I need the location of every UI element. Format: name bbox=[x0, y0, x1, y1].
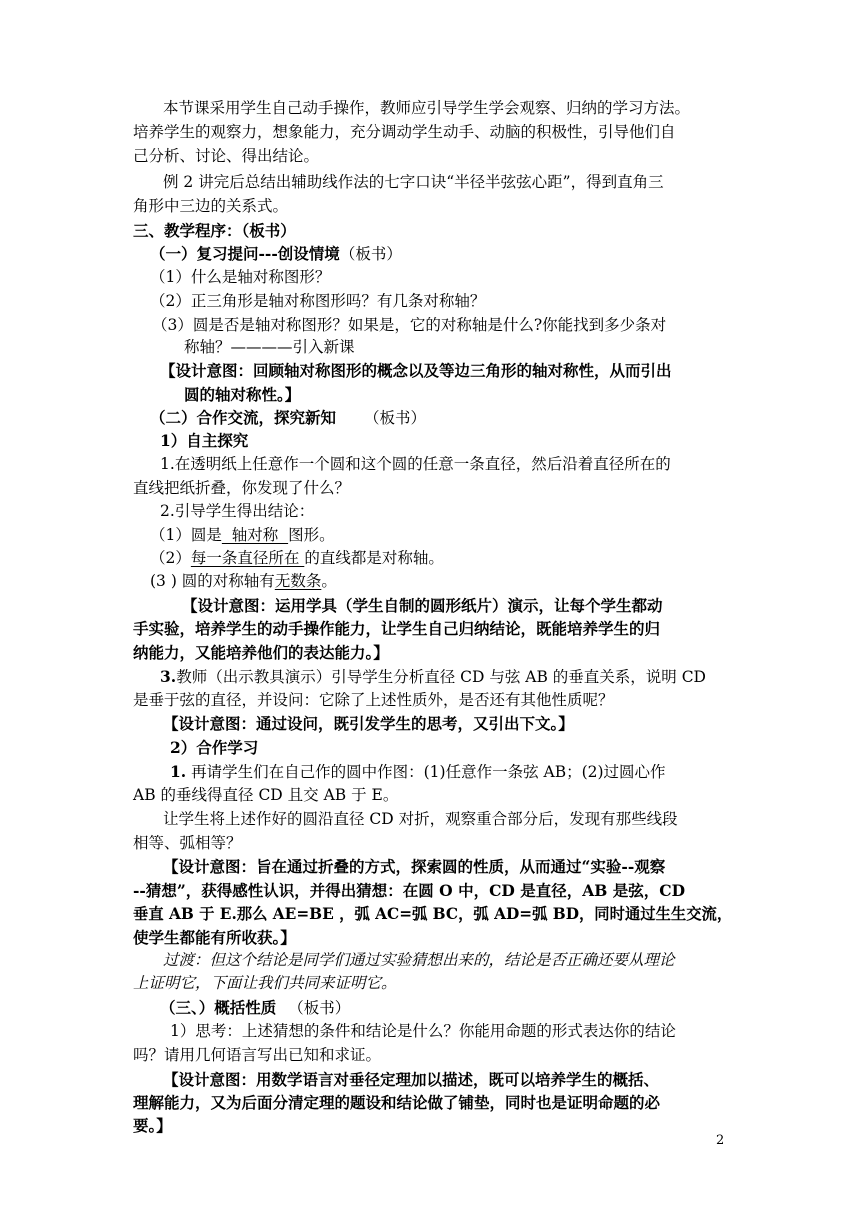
design-intent: 使学生都能有所收获。】 bbox=[133, 928, 296, 947]
conclusion-line bbox=[150, 547, 444, 570]
question-line: 称轴？————引入新课 bbox=[184, 338, 355, 356]
page-number: 2 bbox=[716, 1133, 725, 1148]
paragraph-line: 是垂于弦的直径，并设问：它除了上述性质外，是否还有其他性质呢？ bbox=[133, 691, 614, 709]
transition-text: 上证明它，下面让我们共同来证明它。 bbox=[133, 974, 397, 992]
board-note: （板书） bbox=[339, 245, 402, 263]
design-intent: 【设计意图：运用学具（学生自制的圆形纸片）演示，让每个学生都动 bbox=[182, 596, 663, 615]
paragraph-line: 1）思考：上述猜想的条件和结论是什么？你能用命题的形式表达你的结论 bbox=[170, 1022, 676, 1040]
conclusion-line bbox=[150, 570, 337, 593]
conclusion-text: 图形。 bbox=[288, 526, 335, 544]
filled-blank: 轴对称 bbox=[221, 526, 289, 544]
question-line: （2）正三角形是轴对称图形吗？有几条对称轴？ bbox=[150, 292, 486, 310]
board-note: （板书） bbox=[288, 999, 351, 1017]
paragraph-line: AB 的垂线得直径 CD 且交 AB 于 E。 bbox=[133, 786, 399, 804]
filled-blank: 每一条直径所在 bbox=[190, 549, 305, 567]
design-intent: --猜想”，获得感性认识，并得出猜想：在圆 O 中，CD 是直径，AB 是弦，CD bbox=[133, 881, 686, 900]
design-intent: 【设计意图：通过设问，既引发学生的思考，又引出下文。】 bbox=[163, 714, 574, 733]
board-note: （板书） bbox=[364, 409, 427, 427]
paragraph-line: 1.在透明纸上任意作一个圆和这个圆的任意一条直径，然后沿着直径所在的 bbox=[160, 455, 671, 473]
design-intent: 纳能力，又能培养他们的表达能力。】 bbox=[133, 643, 389, 662]
conclusion-text: (3 ) 圆的对称轴有 bbox=[150, 572, 275, 590]
item-number: 1. bbox=[170, 762, 187, 781]
conclusion-line bbox=[150, 524, 335, 547]
sub-heading: 1）自主探究 bbox=[160, 431, 249, 450]
paragraph-line: 角形中三边的关系式。 bbox=[133, 197, 289, 215]
conclusion-text: 的直线都是对称轴。 bbox=[304, 549, 444, 567]
paragraph-text: 教师（出示教具演示）引导学生分析直径 CD 与弦 AB 的垂直关系，说明 CD bbox=[176, 668, 706, 686]
subsection-heading bbox=[160, 996, 350, 1020]
design-intent: 手实验，培养学生的动手操作能力，让学生自己归纳结论，既能培养学生的归 bbox=[133, 619, 661, 638]
conclusion-text: （1）圆是 bbox=[150, 526, 222, 544]
paragraph-line: 例 2 讲完后总结出辅助线作法的七字口诀“半径半弦弦心距”，得到直角三 bbox=[163, 173, 664, 191]
paragraph-line: 培养学生的观察力，想象能力，充分调动学生动手、动脑的积极性，引导他们自 bbox=[133, 123, 676, 141]
design-intent: 要。】 bbox=[133, 1116, 172, 1135]
paragraph-line: 己分析、讨论、得出结论。 bbox=[133, 147, 320, 165]
design-intent: 【设计意图：用数学语言对垂径定理加以描述，既可以培养学生的概括、 bbox=[163, 1070, 660, 1089]
subsection-title: （三、）概括性质 bbox=[160, 998, 277, 1017]
design-intent: 垂直 AB 于 E.那么 AE=BE ，弧 AC=弧 BC，弧 AD=弧 BD，同时通过生生交流， bbox=[133, 904, 733, 923]
paragraph-line: 相等、弧相等？ bbox=[133, 834, 242, 852]
paragraph-line: 本节课采用学生自己动手操作，教师应引导学生学会观察、归纳的学习方法。 bbox=[163, 99, 691, 117]
subsection-title: （一）复习提问---创设情境 bbox=[150, 244, 340, 263]
item-number: 3. bbox=[160, 667, 177, 686]
filled-blank: 无数条 bbox=[274, 572, 322, 590]
sub-heading: 2）合作学习 bbox=[170, 738, 259, 757]
subsection-heading bbox=[150, 406, 426, 430]
section-heading: 三、教学程序：（板书） bbox=[133, 221, 296, 240]
question-line: （1）什么是轴对称图形？ bbox=[150, 268, 331, 286]
design-intent: 圆的轴对称性。】 bbox=[184, 385, 301, 404]
transition-text: 过渡：但这个结论是同学们通过实验猜想出来的，结论是否正确还要从理论 bbox=[163, 951, 675, 969]
design-intent: 理解能力，又为后面分清定理的题设和结论做了铺垫，同时也是证明命题的必 bbox=[133, 1093, 661, 1112]
subsection-heading bbox=[150, 242, 402, 266]
paragraph-line: 吗？请用几何语言写出已知和求证。 bbox=[133, 1046, 382, 1064]
design-intent: 【设计意图：回顾轴对称图形的概念以及等边三角形的轴对称性，从而引出 bbox=[160, 361, 672, 380]
subsection-title: （二）合作交流，探究新知 bbox=[150, 408, 337, 427]
design-intent: 【设计意图：旨在通过折叠的方式，探索圆的性质，从而通过“实验--观察 bbox=[163, 857, 666, 876]
paragraph-line: 让学生将上述作好的圆沿直径 CD 对折，观察重合部分后，发现有那些线段 bbox=[163, 810, 678, 828]
question-line: （3）圆是否是轴对称图形？如果是，它的对称轴是什么?你能找到多少条对 bbox=[152, 316, 667, 334]
paragraph-text: 再请学生们在自己作的圆中作图：(1)任意作一条弦 AB；(2)过圆心作 bbox=[186, 763, 666, 781]
conclusion-text: （2） bbox=[150, 549, 191, 567]
conclusion-text: 。 bbox=[321, 572, 337, 590]
paragraph-line: 直线把纸折叠，你发现了什么？ bbox=[133, 479, 351, 497]
paragraph-line: 2.引导学生得出结论： bbox=[160, 502, 315, 520]
paragraph-line bbox=[160, 665, 706, 689]
paragraph-line bbox=[170, 760, 666, 784]
